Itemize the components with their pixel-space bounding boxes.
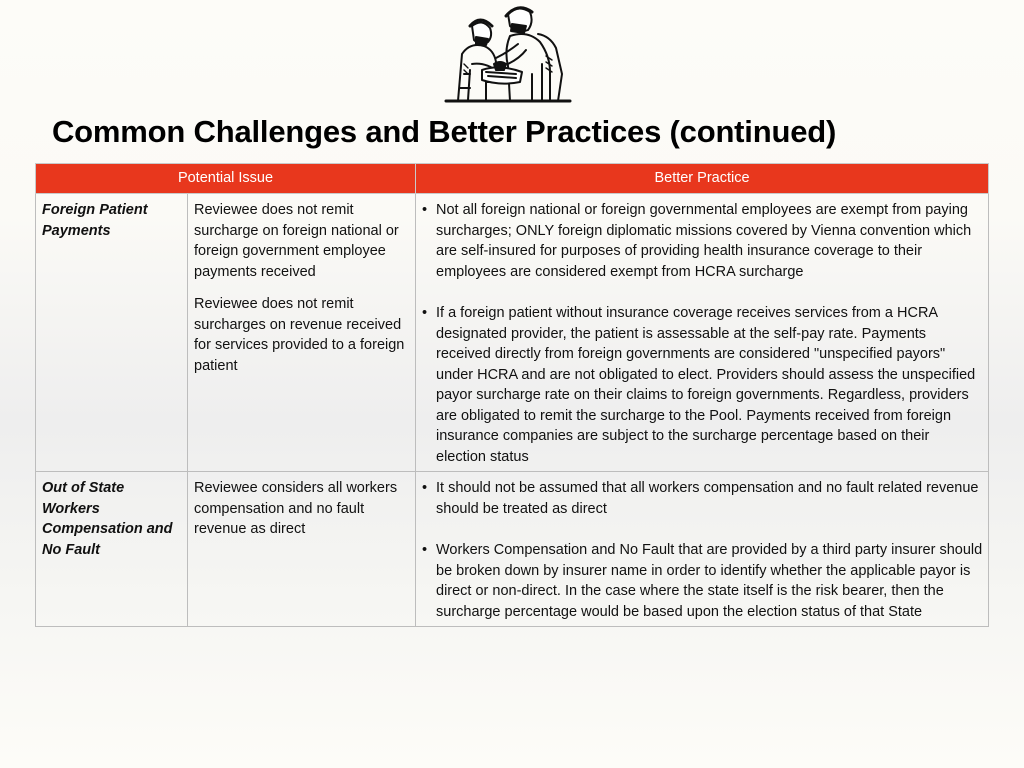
- bullet-icon: •: [422, 480, 428, 496]
- practice-item: [422, 303, 983, 467]
- practice-text: If a foreign patient without insurance coverage receives services from a HCRA designated provider, the patient is assessable at the self-pay rate. Payments received directly from foreign governments are considered "unspecified payors" under HCRA and are not obligated to elect. Providers should assess the unspecified payor surcharge rate on their claims to foreign governments. Regardless, providers are obligated to remit the surcharge to the Pool. Payments received from foreign insurance companies are subject to the surcharge percentage based on their election status: [436, 305, 976, 465]
- practice-list: [422, 200, 983, 467]
- practice-item: [422, 478, 983, 519]
- challenges-table: [35, 163, 989, 627]
- issue-description: Reviewee does not remit surcharge on foreign national or foreign government employee payments received: [194, 202, 399, 280]
- practice-item: [422, 200, 983, 282]
- bullet-icon: •: [422, 202, 428, 218]
- practice-text: It should not be assumed that all workers compensation and no fault related revenue should be treated as direct: [436, 480, 979, 517]
- surgeons-operating-clipart-icon: [442, 4, 572, 104]
- issue-description: Reviewee considers all workers compensation and no fault revenue as direct: [194, 480, 398, 537]
- better-practice-cell: [416, 194, 989, 472]
- table-header-row: [36, 164, 989, 194]
- header-potential-issue: Potential Issue: [36, 164, 416, 194]
- slide-title: Common Challenges and Better Practices (continued): [52, 114, 837, 149]
- issue-name: Out of State Workers Compensation and No Fault: [36, 472, 188, 627]
- bullet-icon: •: [422, 305, 428, 321]
- practice-item: [422, 540, 983, 622]
- practice-text: Not all foreign national or foreign governmental employees are exempt from paying surcharges; ONLY foreign diplomatic missions covered by Vienna convention which are self-insured for purposes of providing health insurance coverage to their employees are considered exempt from HCRA surcharge: [436, 202, 972, 280]
- issue-name: Foreign Patient Payments: [36, 194, 188, 472]
- table-row: [36, 194, 989, 472]
- surgeons-clipart: [442, 4, 572, 104]
- header-better-practice: Better Practice: [416, 164, 989, 194]
- issue-description-cell: [188, 472, 416, 627]
- practice-text: Workers Compensation and No Fault that are provided by a third party insurer should be broken down by insurer name in order to identify whether the applicable payor is direct or non-direct. In the case where the state itself is the risk bearer, then the surcharge percentage would be based upon the election status of that State: [436, 542, 983, 620]
- bullet-icon: •: [422, 542, 428, 558]
- table-row: [36, 472, 989, 627]
- issue-description: Reviewee does not remit surcharges on revenue received for services provided to a foreign patient: [194, 296, 405, 374]
- issue-description-cell: [188, 194, 416, 472]
- better-practice-cell: [416, 472, 989, 627]
- practice-list: [422, 478, 983, 622]
